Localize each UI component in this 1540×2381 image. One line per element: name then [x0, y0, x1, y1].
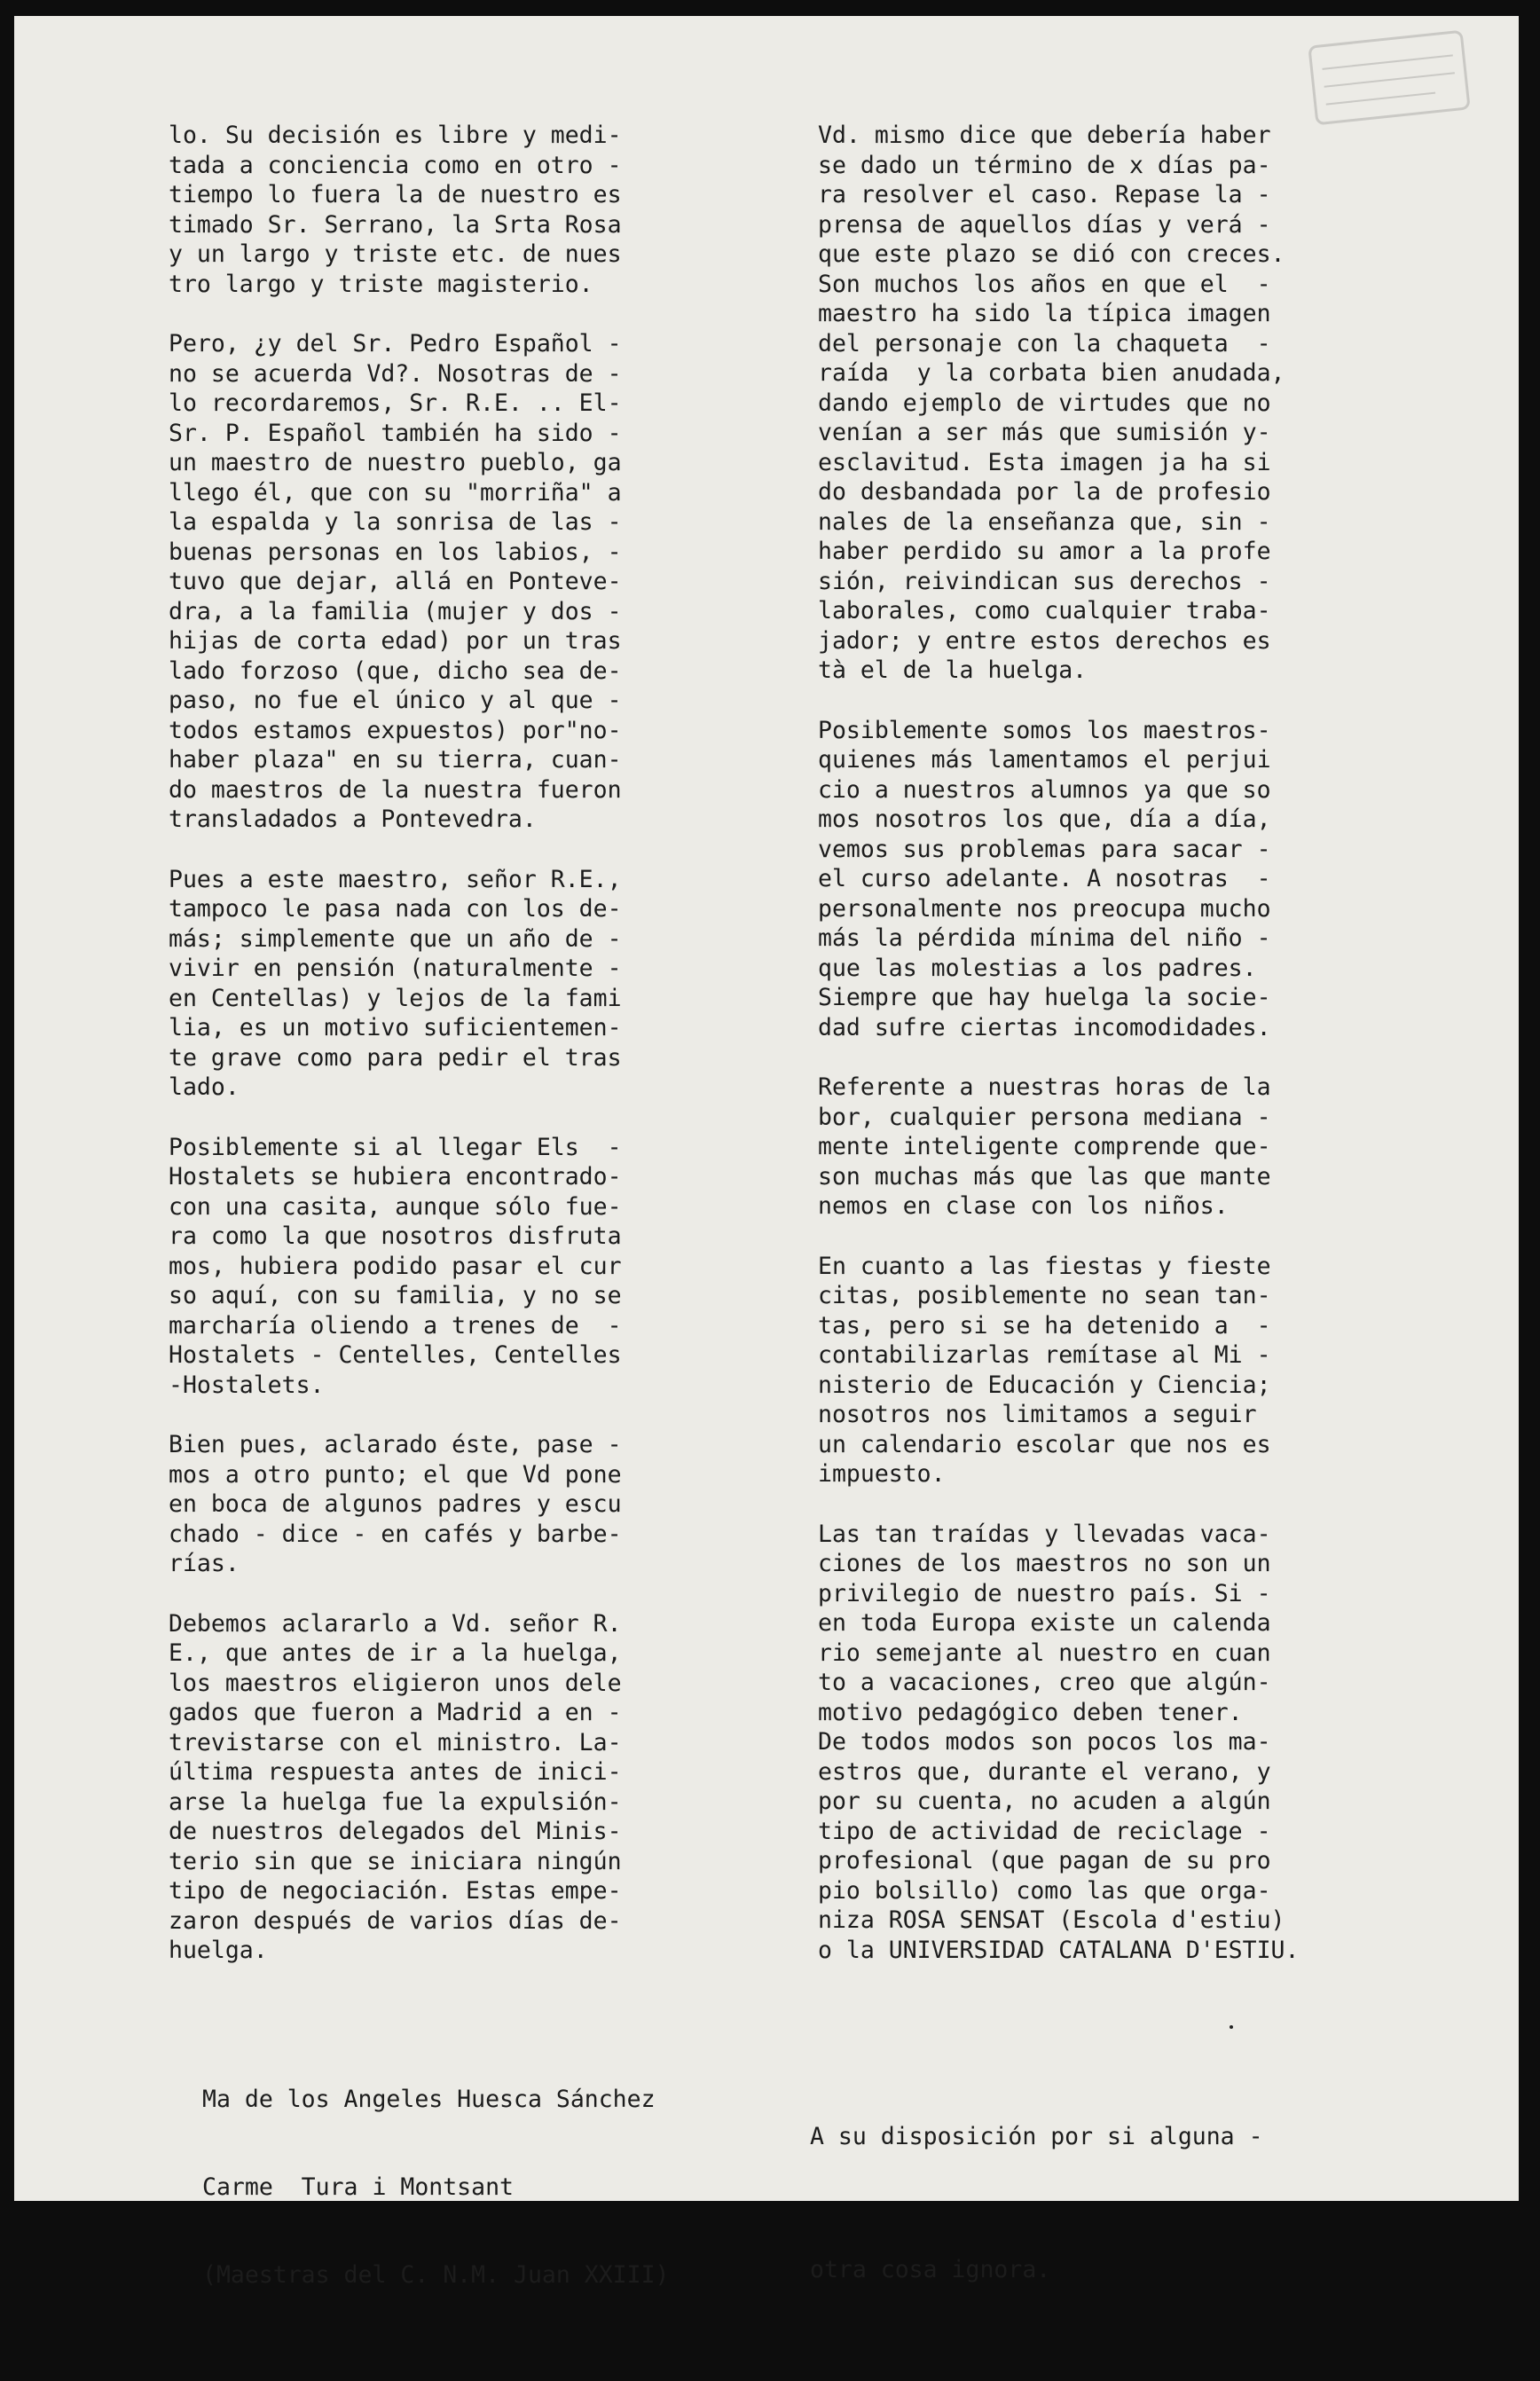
- text-line: sión, reivindican sus derechos -: [818, 567, 1271, 595]
- text-line: huelga.: [169, 1937, 268, 1964]
- paragraph: [818, 1252, 1430, 1489]
- text-line: ra resolver el caso. Repase la -: [818, 181, 1271, 208]
- text-line: do maestros de la nuestra fueron: [169, 775, 622, 804]
- signature-line: (Maestras del C. N.M. Juan XXIII): [202, 2261, 670, 2289]
- text-line: con una casita, aunque sólo fue-: [169, 1192, 622, 1221]
- text-line: nosotros nos limitamos a seguir: [818, 1401, 1257, 1428]
- text-line: en toda Europa existe un calenda: [818, 1609, 1271, 1637]
- text-line: venían a ser más que sumisión y-: [818, 419, 1271, 446]
- signature-line: Carme Tura i Montsant: [202, 2173, 514, 2201]
- text-line: tada a conciencia como en otro -: [169, 151, 622, 179]
- closing-line: A su disposición por si alguna -: [810, 2123, 1263, 2150]
- text-line: en boca de algunos padres y escu: [169, 1490, 622, 1518]
- text-line: dra, a la familia (mujer y dos -: [169, 597, 622, 625]
- text-line: laborales, como cualquier traba-: [818, 597, 1271, 625]
- text-line: zaron después de varios días de-: [169, 1906, 622, 1935]
- text-line: haber plaza" en su tierra, cuan-: [169, 746, 622, 774]
- paragraph: [818, 1520, 1430, 1966]
- text-line: Debemos aclararlo a Vd. señor R.: [169, 1609, 622, 1638]
- text-line: esclavitud. Esta imagen ja ha si: [818, 448, 1271, 476]
- text-line: tipo de negociación. Estas empe-: [169, 1877, 622, 1905]
- text-line: que las molestias a los padres.: [818, 954, 1257, 982]
- text-line: profesional (que pagan de su pro: [818, 1847, 1271, 1874]
- closing-block: [810, 2026, 1263, 2381]
- text-line: el curso adelante. A nosotras -: [818, 865, 1271, 892]
- text-line: Las tan traídas y llevadas vaca-: [818, 1520, 1271, 1548]
- paragraph: [169, 329, 781, 835]
- paragraph: [818, 1073, 1430, 1222]
- left-column: [169, 121, 781, 1996]
- text-line: Hostalets - Centelles, Centelles: [169, 1341, 622, 1369]
- text-line: quienes más lamentamos el perjui: [818, 746, 1271, 774]
- paragraph: [169, 1133, 781, 1401]
- text-line: del personaje con la chaqueta -: [818, 329, 1271, 358]
- text-line: timado Sr. Serrano, la Srta Rosa: [169, 210, 622, 239]
- text-line: tas, pero si se ha detenido a -: [818, 1311, 1271, 1340]
- text-line: Posiblemente somos los maestros-: [818, 716, 1271, 744]
- text-line: dando ejemplo de virtudes que no: [818, 389, 1271, 417]
- text-line: mos a otro punto; el que Vd pone: [169, 1460, 622, 1489]
- right-column: [818, 121, 1430, 1995]
- text-line: los maestros eligieron unos dele: [169, 1669, 622, 1697]
- text-line: última respuesta antes de inici-: [169, 1758, 622, 1786]
- text-line: Vd. mismo dice que debería haber: [818, 122, 1271, 149]
- text-line: Siempre que hay huelga la socie-: [818, 984, 1271, 1011]
- text-line: citas, posiblemente no sean tan-: [818, 1282, 1271, 1309]
- text-line: rías.: [169, 1550, 240, 1577]
- text-line: chado - dice - en cafés y barbe-: [169, 1520, 622, 1548]
- text-line: por su cuenta, no acuden a algún: [818, 1788, 1271, 1815]
- text-line: Bien pues, aclarado éste, pase -: [169, 1431, 622, 1458]
- text-line: te grave como para pedir el tras: [169, 1043, 622, 1072]
- text-line: no se acuerda Vd?. Nosotras de -: [169, 359, 622, 388]
- text-line: prensa de aquellos días y verá -: [818, 210, 1271, 239]
- text-line: todos estamos expuestos) por"no-: [169, 716, 622, 744]
- text-line: y un largo y triste etc. de nues: [169, 240, 622, 268]
- text-line: vivir en pensión (naturalmente -: [169, 955, 622, 982]
- text-line: tampoco le pasa nada con los de-: [169, 895, 622, 923]
- text-line: gados que fueron a Madrid a en -: [169, 1699, 622, 1726]
- text-line: E., que antes de ir a la huelga,: [169, 1639, 622, 1667]
- text-line: tipo de actividad de reciclage -: [818, 1817, 1271, 1845]
- text-line: tro largo y triste magisterio.: [169, 270, 593, 298]
- text-line: rio semejante al nuestro en cuan: [818, 1638, 1271, 1667]
- text-line: lado.: [169, 1073, 240, 1101]
- text-line: más; simplemente que un año de -: [169, 924, 622, 953]
- text-line: nisterio de Educación y Ciencia;: [818, 1371, 1271, 1399]
- text-line: Sr. P. Español también ha sido -: [169, 419, 622, 447]
- text-line: cio a nuestros alumnos ya que so: [818, 775, 1271, 804]
- text-line: más la pérdida mínima del niño -: [818, 924, 1271, 952]
- paragraph: [169, 1430, 781, 1579]
- text-line: tiempo lo fuera la de nuestro es: [169, 181, 622, 208]
- signature-line: Ma de los Angeles Huesca Sánchez: [202, 2086, 656, 2113]
- text-line: De todos modos son pocos los ma-: [818, 1728, 1271, 1756]
- text-line: Referente a nuestras horas de la: [818, 1073, 1271, 1101]
- text-line: mos nosotros los que, día a día,: [818, 805, 1271, 833]
- text-line: Son muchos los años en que el -: [818, 270, 1271, 298]
- text-line: nemos en clase con los niños.: [818, 1192, 1229, 1220]
- text-line: so aquí, con su familia, y no se: [169, 1282, 622, 1309]
- text-line: lado forzoso (que, dicho sea de-: [169, 656, 622, 685]
- text-line: terio sin que se iniciara ningún: [169, 1847, 622, 1875]
- text-line: ciones de los maestros no son un: [818, 1550, 1271, 1577]
- text-line: motivo pedagógico deben tener.: [818, 1698, 1243, 1726]
- text-line: son muchas más que las que mante: [818, 1162, 1271, 1190]
- text-line: privilegio de nuestro país. Si -: [818, 1579, 1271, 1607]
- text-line: tà el de la huelga.: [818, 656, 1088, 684]
- text-line: Posiblemente si al llegar Els -: [169, 1133, 622, 1161]
- signature-block: [202, 2026, 670, 2348]
- paragraph: [169, 121, 781, 299]
- text-line: personalmente nos preocupa mucho: [818, 894, 1271, 923]
- text-line: arse la huelga fue la expulsión-: [169, 1788, 622, 1816]
- text-line: mente inteligente comprende que-: [818, 1133, 1271, 1160]
- text-line: jador; y entre estos derechos es: [818, 626, 1271, 655]
- text-line: pio bolsillo) como las que orga-: [818, 1876, 1271, 1905]
- text-line: en Centellas) y lejos de la fami: [169, 984, 622, 1012]
- text-line: lia, es un motivo suficientemen-: [169, 1014, 622, 1041]
- text-line: o la UNIVERSIDAD CATALANA D'ESTIU.: [818, 1936, 1300, 1964]
- text-line: mos, hubiera podido pasar el cur: [169, 1252, 622, 1280]
- text-line: estros que, durante el verano, y: [818, 1757, 1271, 1786]
- text-line: Hostalets se hubiera encontrado-: [169, 1163, 622, 1190]
- text-line: -Hostalets.: [169, 1371, 325, 1399]
- text-line: niza ROSA SENSAT (Escola d'estiu): [818, 1906, 1285, 1934]
- text-line: un calendario escolar que nos es: [818, 1430, 1271, 1458]
- archive-stamp: [1306, 28, 1473, 128]
- text-line: de nuestros delegados del Minis-: [169, 1818, 622, 1845]
- text-line: lo. Su decisión es libre y medi-: [169, 122, 622, 149]
- paragraph: [169, 1609, 781, 1966]
- text-line: un maestro de nuestro pueblo, ga: [169, 449, 622, 476]
- text-line: se dado un término de x días pa-: [818, 151, 1271, 179]
- text-line: hijas de corta edad) por un tras: [169, 627, 622, 655]
- paragraph: [169, 865, 781, 1103]
- text-line: vemos sus problemas para sacar -: [818, 835, 1271, 863]
- text-line: contabilizarlas remítase al Mi -: [818, 1341, 1271, 1369]
- text-line: transladados a Pontevedra.: [169, 805, 537, 833]
- text-line: to a vacaciones, creo que algún-: [818, 1669, 1271, 1696]
- document-page: [14, 16, 1519, 2289]
- text-line: ra como la que nosotros disfruta: [169, 1222, 622, 1250]
- text-line: lo recordaremos, Sr. R.E. .. El-: [169, 389, 622, 417]
- text-line: que este plazo se dió con creces.: [818, 240, 1285, 268]
- closing-line: otra cosa ignora.: [810, 2256, 1051, 2283]
- paragraph: [818, 716, 1430, 1043]
- text-line: En cuanto a las fiestas y fieste: [818, 1252, 1271, 1280]
- text-line: bor, cualquier persona mediana -: [818, 1103, 1271, 1131]
- paragraph: [818, 121, 1430, 686]
- text-line: tuvo que dejar, allá en Ponteve-: [169, 568, 622, 595]
- text-line: marcharía oliendo a trenes de -: [169, 1311, 622, 1340]
- text-line: Pues a este maestro, señor R.E.,: [169, 865, 622, 893]
- text-line: haber perdido su amor a la profe: [818, 538, 1271, 565]
- text-line: llego él, que con su "morriña" a: [169, 478, 622, 507]
- text-line: trevistarse con el ministro. La-: [169, 1728, 622, 1756]
- text-line: impuesto.: [818, 1460, 946, 1488]
- text-line: nales de la enseñanza que, sin -: [818, 507, 1271, 536]
- text-line: Pero, ¿y del Sr. Pedro Español -: [169, 330, 622, 358]
- text-line: paso, no fue el único y al que -: [169, 687, 622, 714]
- text-line: la espalda y la sonrisa de las -: [169, 508, 622, 536]
- text-line: buenas personas en los labios, -: [169, 538, 622, 566]
- text-line: maestro ha sido la típica imagen: [818, 300, 1271, 327]
- text-line: raída y la corbata bien anudada,: [818, 359, 1285, 387]
- text-line: dad sufre ciertas incomodidades.: [818, 1013, 1271, 1041]
- text-line: do desbandada por la de profesio: [818, 478, 1271, 506]
